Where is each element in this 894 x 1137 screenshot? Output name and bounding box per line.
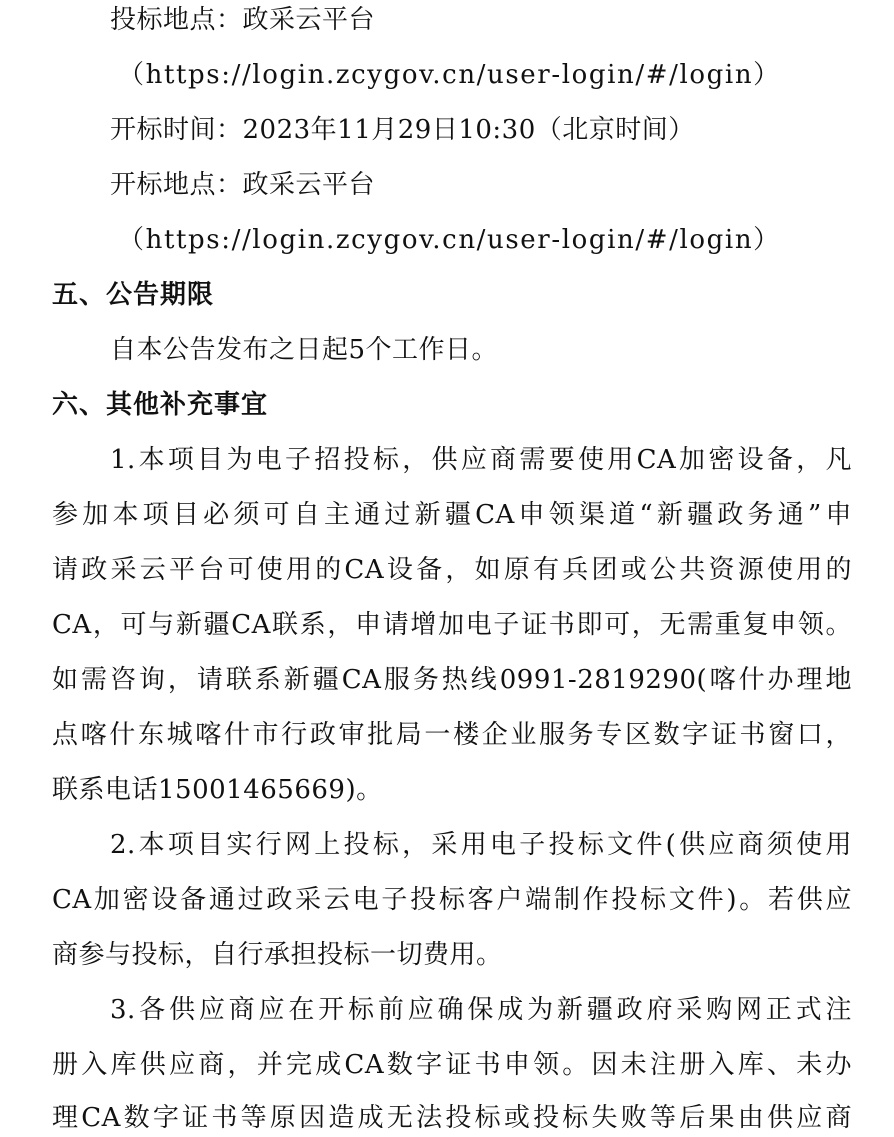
item1-line: 点喀什东城喀什市行政审批局一楼企业服务专区数字证书窗口， [52,720,852,750]
item3-line: 册入库供应商，并完成CA数字证书申领。因未注册入库、未办 [52,1050,852,1080]
opening-location-line: 开标地点：政采云平台 [110,170,376,200]
item1-line: CA，可与新疆CA联系，申请增加电子证书即可，无需重复申领。 [52,610,852,640]
opening-time-line: 开标时间：2023年11月29日10:30（北京时间） [110,115,695,145]
section5-body: 自本公告发布之日起5个工作日。 [110,335,499,365]
item1-line: 如需咨询，请联系新疆CA服务热线0991-2819290(喀什办理地 [52,665,852,695]
bid-location-line: 投标地点：政采云平台 [110,5,376,35]
section5-heading: 五、公告期限 [52,280,215,310]
item3-line: 理CA数字证书等原因造成无法投标或投标失败等后果由供应商 [52,1103,852,1133]
opening-location-url: （https://login.zcygov.cn/user-login/#/login） [118,225,781,255]
item1-line: 请政采云平台可使用的CA设备，如原有兵团或公共资源使用的 [52,555,852,585]
item1-line: 参加本项目必须可自主通过新疆CA申领渠道“新疆政务通”申 [52,500,852,530]
item1-line: 1.本项目为电子招投标，供应商需要使用CA加密设备，凡 [110,445,852,475]
item1-line: 联系电话15001465669)。 [52,775,383,805]
item2-line: 商参与投标，自行承担投标一切费用。 [52,940,503,970]
bid-location-url: （https://login.zcygov.cn/user-login/#/login） [118,60,781,90]
item2-line: 2.本项目实行网上投标，采用电子投标文件(供应商须使用 [110,830,852,860]
item3-line: 3.各供应商应在开标前应确保成为新疆政府采购网正式注 [110,995,852,1025]
section6-heading: 六、其他补充事宜 [52,390,269,420]
item2-line: CA加密设备通过政采云电子投标客户端制作投标文件)。若供应 [52,885,852,915]
